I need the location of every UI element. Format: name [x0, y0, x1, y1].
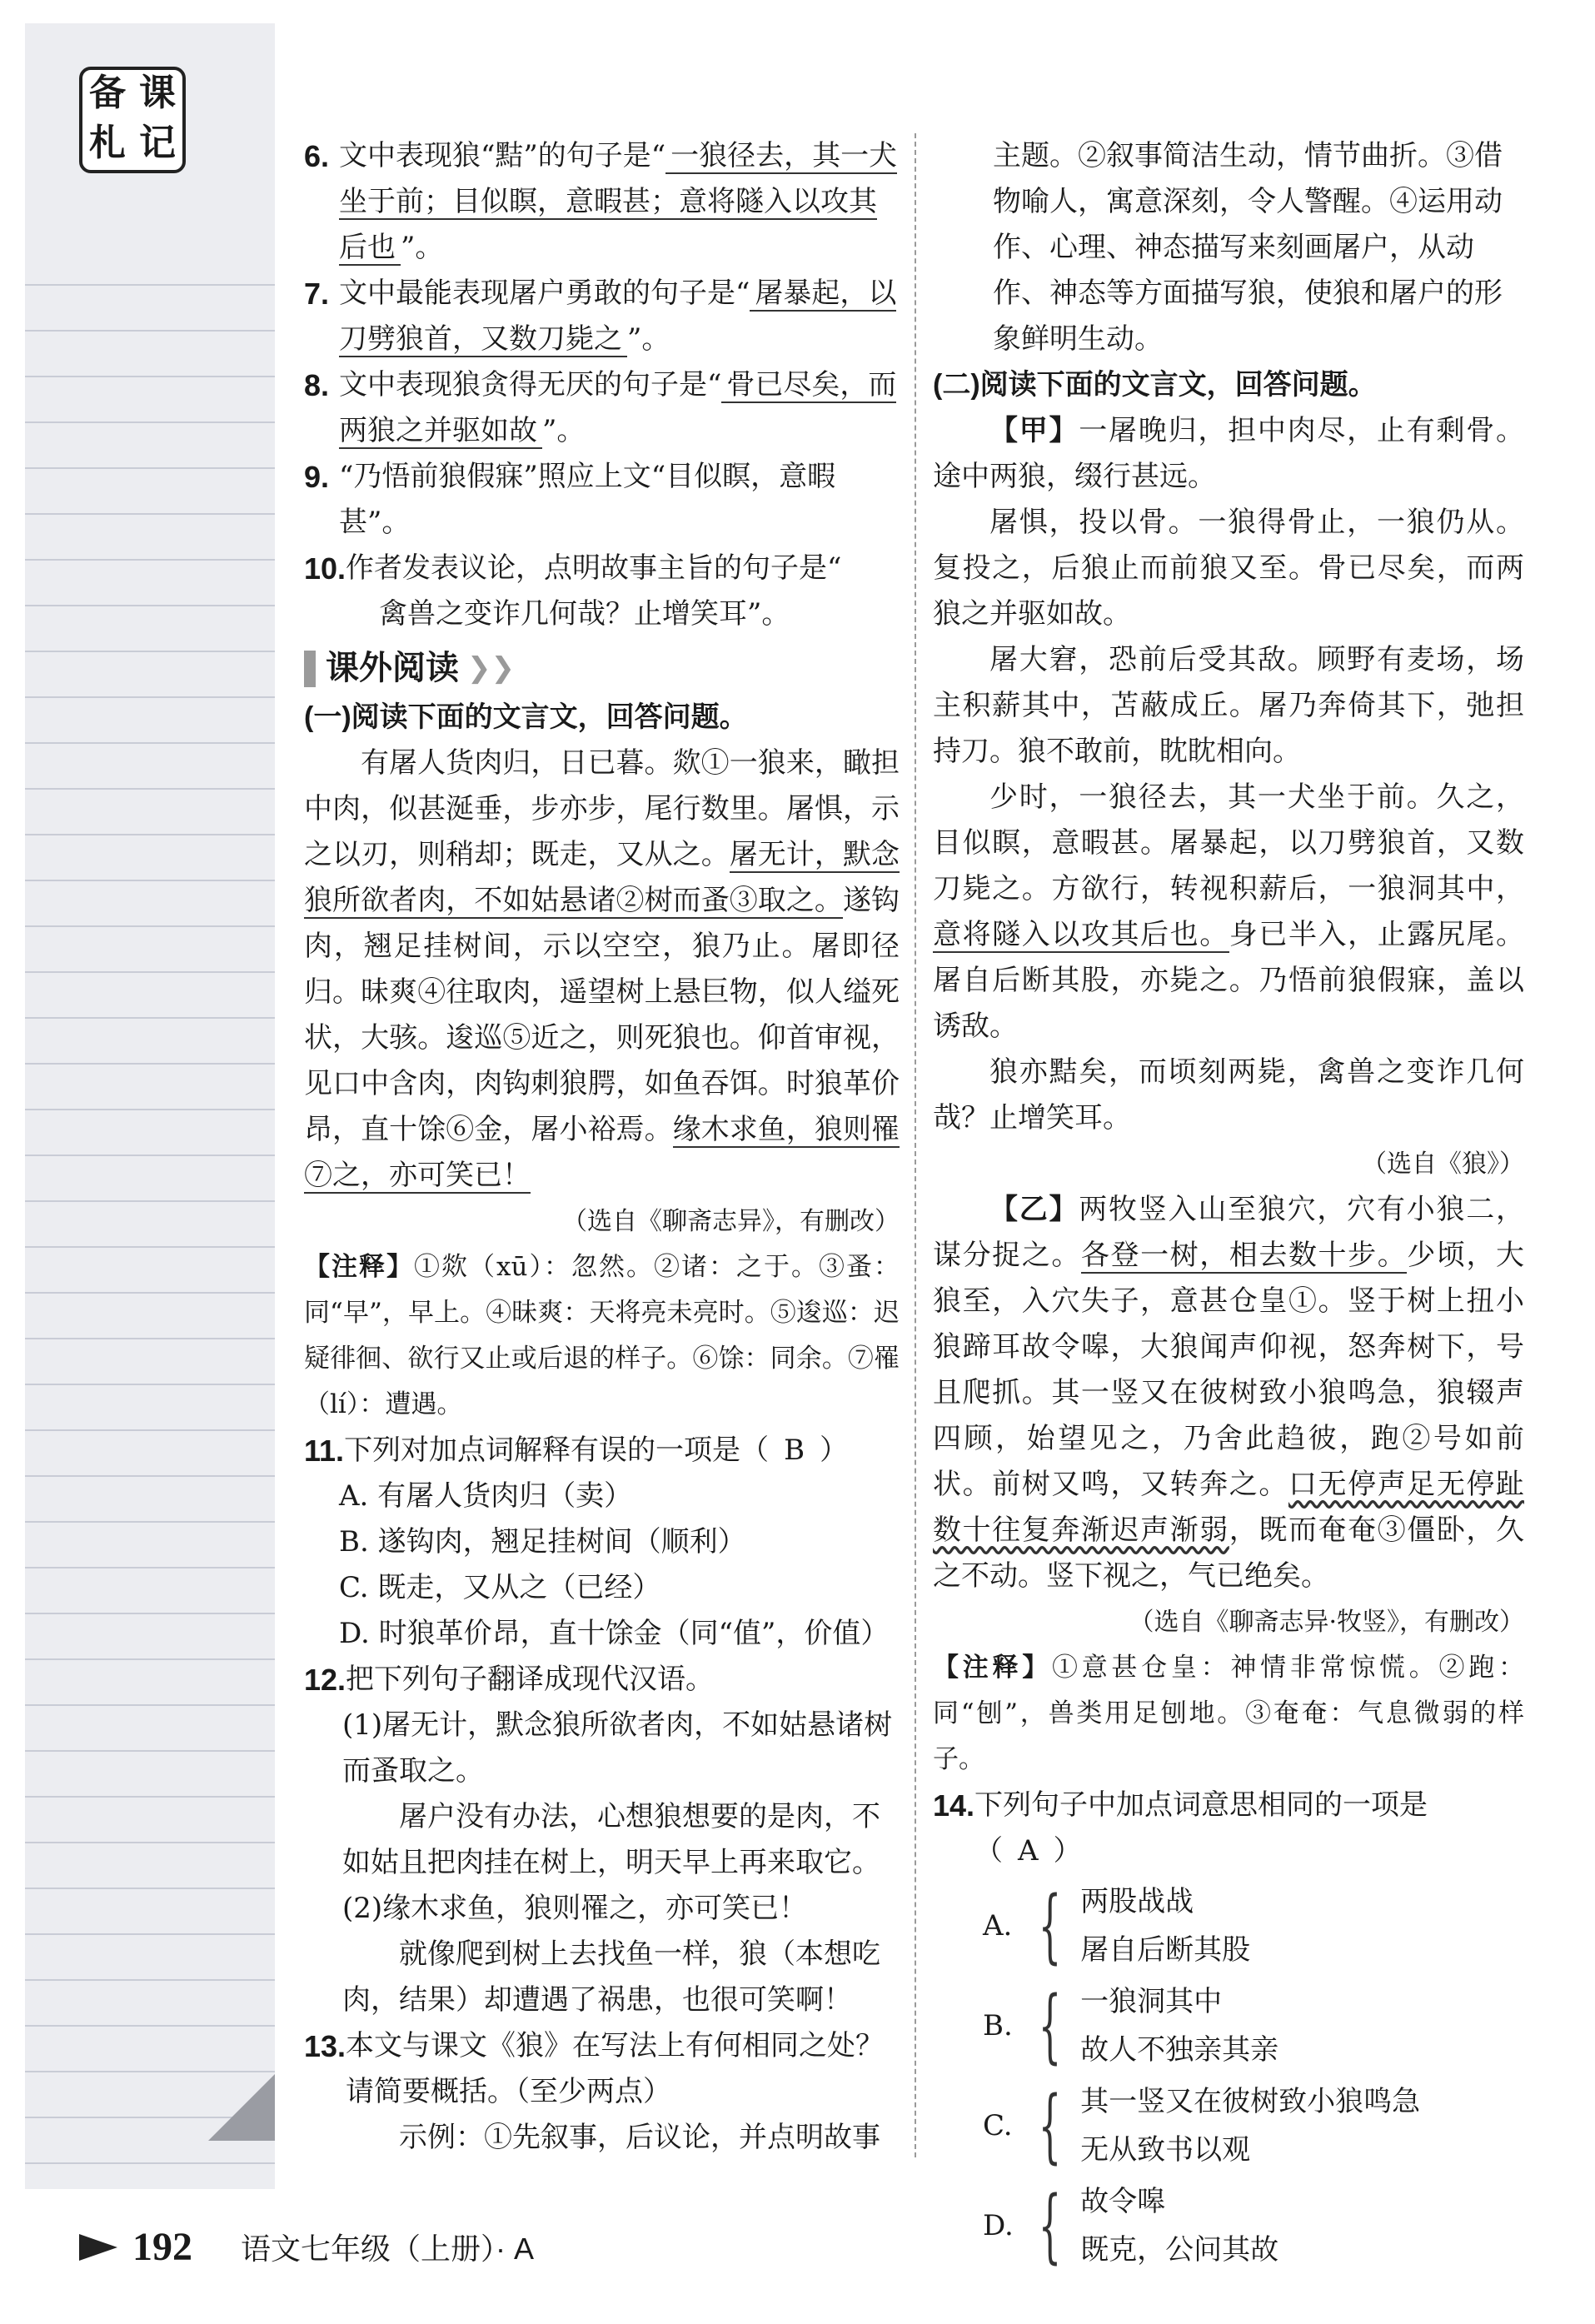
annotation-text: ①欻（xū）：忽然。②诸：之于。③蚤：同“早”，早上。④昧爽：天将亮未亮时。⑤逡巡：迟疑徘徊、欲行又止或后退的样子。⑥馀：同余。⑦罹（lí）：遭遇。 [304, 1252, 900, 1419]
question-text: 作者发表议论，点明故事主旨的句子是“ [346, 551, 842, 585]
translate-item: (2)缘木求鱼，狼则罹之，亦可笑已！ [342, 1892, 808, 1925]
brace-icon: { [1038, 2179, 1062, 2272]
source-citation: （选自《聊斋志异·牧竖》，有删改） [1129, 1608, 1524, 1637]
option-line: 故令嗥 [1080, 2185, 1166, 2218]
question-text: 本文与课文《狼》在写法上有何相同之处？请简要概括。（至少两点） [346, 2029, 885, 2108]
answer-text: A [1018, 1834, 1039, 1868]
passage-text: 身已半入，止露尻尾。屠自后断其股，亦毙之。乃悟前狼假寐，盖以诱敌。 [933, 918, 1525, 1043]
option-a [983, 1878, 1524, 1974]
option-b: B. 遂钩肉，翘足挂树间（顺利） [339, 1525, 746, 1558]
logo-char: 记 [139, 122, 176, 164]
passage-paragraph [933, 408, 1524, 500]
passage-paragraph [933, 775, 1524, 1050]
question-text: 文中表现狼贪得无厌的句子是“ [339, 368, 722, 401]
annotation-label: 【注释】 [933, 1653, 1052, 1683]
passage-paragraph: 狼亦黠矣，而顷刻两毙，禽兽之变诈几何哉？止增笑耳。 [933, 1055, 1524, 1135]
question-text: 下列对加点词解释有误的一项是（ [344, 1434, 770, 1467]
question-text: ”。 [747, 597, 790, 631]
right-column [933, 133, 1524, 2277]
question-number: 11. [304, 1434, 345, 1468]
question-text: “乃悟前狼假寐”照应上文“目似瞑，意暇甚”。 [339, 460, 836, 539]
question-text: ”。 [627, 322, 670, 356]
passage-paragraph [304, 741, 900, 1199]
answer-text: 屠暴起，以刀劈狼首，又数刀毙之 [339, 277, 897, 356]
question-number: 9. [304, 460, 330, 494]
question-text: 把下列句子翻译成现代汉语。 [346, 1663, 715, 1696]
question-10 [304, 546, 900, 637]
page-footer [79, 2224, 534, 2270]
question-text: ） [1053, 1834, 1082, 1868]
question-9 [304, 454, 900, 546]
notes-strip [25, 23, 275, 2189]
logo-char: 课 [139, 72, 176, 114]
question-14 [933, 1783, 1524, 1874]
question-13 [304, 2023, 900, 2115]
double-chevron-icon: ❯❯ [467, 652, 515, 684]
passage-text: 遂钩肉，翘足挂树间，示以空空，狼乃止。屠即径归。昧爽④往取肉，遥望树上悬巨物，似人缢死状，大骇。逡巡⑤近之，则死狼也。仰首审视，见口中含肉，肉钩刺狼腭，如鱼吞饵。时狼革价昂，直十馀⑥金，屠小裕焉。 [304, 884, 900, 1146]
section-heading [304, 646, 900, 691]
column-divider [915, 133, 916, 2157]
question-number: 14. [933, 1788, 975, 1823]
page-corner-fold [208, 2074, 275, 2141]
passage-paragraph: 屠大窘，恐前后受其敌。顾野有麦场，场主积薪其中，苫蔽成丘。屠乃奔倚其下，弛担持刀。狼不敢前，眈眈相向。 [933, 643, 1524, 768]
option-line: 屠自后断其股 [1080, 1933, 1251, 1967]
question-text: 文中最能表现屠户勇敢的句子是“ [339, 277, 750, 310]
option-line: 一狼洞其中 [1080, 1985, 1223, 2018]
option-line: 故人不独亲其亲 [1080, 2033, 1279, 2067]
question-6 [304, 133, 900, 271]
question-number: 7. [304, 277, 330, 311]
option-c [983, 2077, 1524, 2174]
passage-label: 【甲】 [989, 414, 1079, 447]
option-d [983, 2177, 1524, 2274]
option-label: B. [983, 2008, 1013, 2042]
underlined-text: 各登一树，相去数十步。 [1080, 1239, 1408, 1272]
subsection-title: (二)阅读下面的文言文，回答问题。 [933, 369, 1377, 401]
passage-text: 少时，一狼径去，其一犬坐于前。久之，目似瞑，意暇甚。屠暴起，以刀劈狼首，又数刀毙之。方欲行，转视积薪后，一狼洞其中， [933, 780, 1524, 905]
translate-item: (1)屠无计，默念狼所欲者肉，不如姑悬诸树而蚤取之。 [342, 1708, 893, 1788]
annotation [304, 1244, 900, 1428]
annotation-label: 【注释】 [304, 1252, 415, 1282]
source-citation: （选自《狼》） [1362, 1150, 1524, 1179]
notes-logo [79, 67, 186, 173]
brace-icon: { [1038, 2079, 1062, 2172]
underlined-text: 屠无计，默念狼所欲者肉，不如姑悬诸②树而蚤③取之。 [304, 838, 900, 917]
option-line: 两股战战 [1080, 1885, 1194, 1918]
passage-label: 【乙】 [989, 1193, 1079, 1226]
question-12 [304, 1657, 900, 1703]
annotation-text: ①意甚仓皇：神情非常惊慌。②跑：同“刨”，兽类用足刨地。③奄奄：气息微弱的样子。 [933, 1653, 1525, 1774]
source-citation: （选自《聊斋志异》，有删改） [562, 1207, 900, 1236]
left-column [304, 133, 900, 2161]
option-line: 无从致书以观 [1080, 2133, 1251, 2167]
question-text: 下列句子中加点词意思相同的一项是（ [974, 1788, 1428, 1868]
question-number: 13. [304, 2029, 346, 2063]
question-number: 6. [304, 139, 330, 173]
option-line: 既克，公问其故 [1080, 2233, 1279, 2267]
option-line: 其一竖又在彼树致小狼鸣急 [1080, 2085, 1421, 2118]
passage-text: ，既而奄奄③僵卧，久之不动。竖下视之，气已绝矣。 [933, 1514, 1525, 1593]
subsection-title: (一)阅读下面的文言文，回答问题。 [304, 701, 748, 733]
option-b [983, 1977, 1524, 2074]
question-text: ”。 [401, 231, 444, 264]
brace-icon: { [1038, 1979, 1062, 2072]
question-text: 文中表现狼“黠”的句子是“ [339, 139, 666, 172]
logo-char: 备 [89, 72, 126, 114]
answer-text: 主题。②叙事简洁生动，情节曲折。③借物喻人，寓意深刻，令人警醒。④运用动作、心理、神态描写来刻画屠户，从动作、神态等方面描写狼，使狼和屠户的形象鲜明生动。 [993, 139, 1503, 356]
wavy-underlined-text: 口无停声足无停趾数十往复奔渐迟声渐弱 [933, 1468, 1525, 1547]
question-11 [304, 1428, 900, 1474]
question-text: ”。 [542, 414, 586, 447]
option-c: C. 既走，又从之（已经） [339, 1571, 661, 1604]
passage-text: 有屠人货肉归，日已暮。欻①一狼来，瞰担中肉，似甚涎垂，步亦步，尾行数里。屠惧，示之以刃，则稍却；既走，又从之。 [304, 746, 900, 871]
heading-bar-icon [304, 651, 316, 687]
underlined-text: 意将隧入以攻其后也。 [933, 918, 1229, 951]
option-label: A. [983, 1908, 1013, 1942]
annotation [933, 1645, 1524, 1783]
answer-text: 一狼径去，其一犬坐于前；目似瞑，意暇甚；意将隧入以攻其后也 [339, 139, 898, 264]
underlined-text: 缘木求鱼，狼则罹⑦之，亦可笑已！ [304, 1113, 900, 1192]
passage-text: 两牧竖入山至狼穴，穴有小狼二，谋分捉之。 [933, 1193, 1525, 1272]
option-a: A. 有屠人货肉归（卖） [339, 1479, 633, 1513]
option-d: D. 时狼革价昂，直十馀金（同“值”，价值） [339, 1617, 890, 1650]
heading-text: 课外阅读 [326, 650, 459, 686]
logo-char: 札 [89, 122, 126, 164]
option-label: C. [983, 2108, 1013, 2142]
question-number: 8. [304, 368, 330, 402]
page-flag-icon [79, 2234, 117, 2261]
question-8 [304, 362, 900, 454]
page-number: 192 [132, 2225, 192, 2269]
question-number: 12. [304, 1663, 346, 1697]
option-label: D. [983, 2208, 1014, 2242]
answer-text: 示例：①先叙事，后议论，并点明故事 [399, 2121, 880, 2154]
question-7 [304, 271, 900, 362]
answer-text: 骨已尽矣，而两狼之并驱如故 [339, 368, 897, 447]
answer-text: B [784, 1434, 805, 1467]
question-number: 10. [304, 551, 346, 586]
answer-text: 屠户没有办法，心想狼想要的是肉，不如姑且把肉挂在树上，明天早上再来取它。 [342, 1800, 880, 1879]
book-title: 语文七年级（上册）· A [241, 2232, 535, 2266]
brace-icon: { [1038, 1879, 1062, 1972]
passage-text: 少顷，大狼至，入穴失子，意甚仓皇①。竖于树上扭小狼蹄耳故令嗥，大狼闻声仰视，怒奔树下，号且爬抓。其一竖又在彼树致小狼鸣急，狼辍声四顾，始望见之，乃舍此趋彼，跑②号如前状。前树又鸣，又转奔之。 [933, 1239, 1525, 1501]
question-text: ） [820, 1434, 849, 1467]
passage-paragraph: 屠惧，投以骨。一狼得骨止，一狼仍从。复投之，后狼止而前狼又至。骨已尽矣，而两狼之并驱如故。 [933, 506, 1524, 631]
answer-text: 禽兽之变诈几何哉？止增笑耳 [379, 597, 748, 631]
passage-text: 一屠晚归，担中肉尽，止有剩骨。途中两狼，缀行甚远。 [933, 414, 1525, 493]
answer-text: 就像爬到树上去找鱼一样，狼（本想吃肉，结果）却遭遇了祸患，也很可笑啊！ [342, 1937, 880, 2017]
passage-paragraph [933, 1187, 1524, 1599]
